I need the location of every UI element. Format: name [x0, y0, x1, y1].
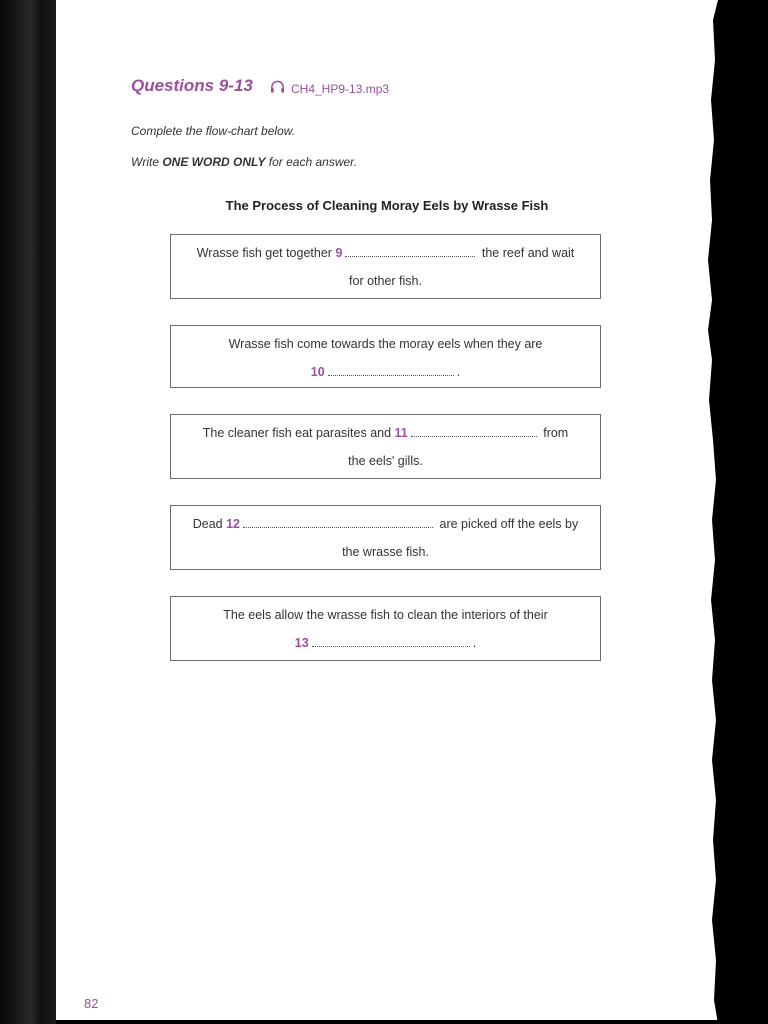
question-number: 13 [294, 636, 309, 650]
flowchart-step: Dead 12 are picked off the eels by the wrasse fish. [170, 505, 601, 570]
page-number: 82 [84, 996, 99, 1011]
flowchart-step: The cleaner fish eat parasites and 11 from the eels' gills. [170, 414, 601, 479]
instruction-emphasis: ONE WORD ONLY [162, 155, 266, 169]
flowchart-step: Wrasse fish come towards the moray eels when they are 10 . [170, 325, 601, 388]
question-number: 11 [394, 426, 408, 440]
questions-title: Questions 9-13 [131, 76, 253, 95]
instruction-line-1: Complete the flow-chart below. [131, 124, 296, 138]
question-number: 9 [335, 246, 343, 260]
flowchart-step: Wrasse fish get together 9 the reef and wait for other fish. [170, 234, 601, 299]
audio-filename: CH4_HP9-13.mp3 [291, 81, 390, 96]
instruction-line-2: Write ONE WORD ONLY for each answer. [131, 155, 358, 169]
question-number: 12 [226, 517, 241, 531]
flowchart-step: The eels allow the wrasse fish to clean the interiors of their 13 . [170, 596, 601, 661]
question-number: 10 [310, 365, 325, 379]
flowchart-title: The Process of Cleaning Moray Eels by Wrasse Fish [225, 198, 549, 213]
